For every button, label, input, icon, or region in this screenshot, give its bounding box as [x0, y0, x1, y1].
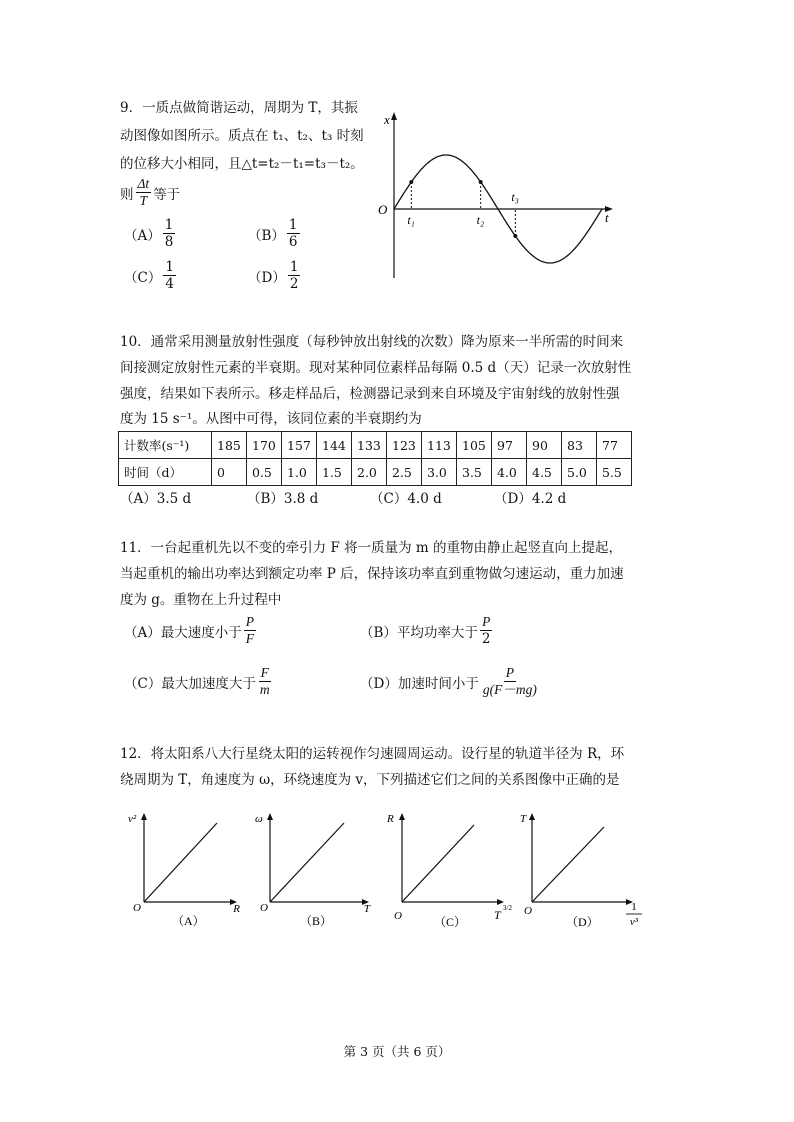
q9-option-c-den: 4 — [165, 276, 174, 292]
q9-t-label: t — [605, 210, 609, 225]
arrow-up-icon — [141, 813, 147, 820]
q9-option-d-den: 2 — [289, 276, 299, 292]
table-cell: 3.5 — [457, 459, 492, 486]
q9-option-d-label: （D） — [248, 269, 286, 286]
q12-graph-d-line — [532, 827, 604, 902]
q9-ask-den: T — [139, 193, 148, 208]
table-cell: 105 — [457, 432, 492, 459]
q9-option-b-den: 6 — [288, 234, 298, 250]
table-cell: 2.0 — [352, 459, 387, 486]
q11-line3: 度为 g。重物在上升过程中 — [120, 592, 282, 608]
q9-option-d[interactable] — [248, 259, 302, 292]
q9-option-c-label: （C） — [124, 269, 162, 286]
q9-option-a-label: （A） — [124, 227, 161, 244]
q9-oscillation-graph — [370, 108, 620, 280]
q10-line4: 度为 15 s⁻¹。从图中可得，该同位素的半衰期约为 — [120, 411, 422, 427]
q12-graph-b-y-label: ω — [255, 813, 263, 825]
q11-option-d[interactable] — [360, 665, 541, 698]
table-cell: 3.0 — [422, 459, 457, 486]
q9-option-c-num: 1 — [165, 259, 174, 275]
table-cell: 77 — [597, 432, 632, 459]
table-cell: 0 — [212, 459, 247, 486]
q9-option-b-label: （B） — [248, 227, 285, 244]
table-cell: 185 — [212, 432, 247, 459]
table-row — [119, 432, 632, 459]
q9-option-a[interactable] — [124, 217, 177, 250]
q9-ask-suffix: 等于 — [153, 186, 181, 203]
q9-t2-label: t₂ — [476, 213, 485, 227]
table-cell: 123 — [387, 432, 422, 459]
q12-graph-d — [518, 806, 648, 931]
table-cell: 170 — [247, 432, 282, 459]
q9-line1: 9．一质点做简谐运动，周期为 T，其振 — [120, 100, 358, 116]
table-cell: 1.0 — [282, 459, 317, 486]
arrow-up-icon — [529, 813, 535, 820]
q12-graph-a-caption: （A） — [172, 914, 205, 928]
table-cell: 2.5 — [387, 459, 422, 486]
table-cell: 144 — [317, 432, 352, 459]
q11-option-b-num: P — [482, 614, 491, 629]
q10-line2: 间接测定放射性元素的半衰期。现对某种同位素样品每隔 0.5 d（天）记录一次放射性 — [120, 360, 632, 376]
q12-graph-b-x-label: T — [363, 903, 370, 915]
q11-option-d-den: g(F－mg) — [482, 682, 537, 697]
q9-option-c[interactable] — [124, 259, 178, 292]
q12-graph-a-y-label: v² — [128, 813, 137, 825]
q10-option-c[interactable]: （C）4.0 d — [370, 491, 442, 507]
q11-option-a-num: P — [245, 614, 254, 629]
q12-graph-d-y-label: T — [520, 813, 527, 825]
q10-line3: 强度，结果如下表所示。移走样品后，检测器记录到来自环境及宇宙射线的放射性强 — [120, 386, 620, 402]
q9-ask-prefix: 则 — [120, 186, 134, 203]
q12-graph-a-line — [144, 823, 217, 902]
q9-option-d-num: 1 — [289, 259, 299, 275]
q12-graph-d-origin: O — [524, 905, 532, 917]
q9-option-a-den: 8 — [164, 234, 174, 250]
q12-graph-b-caption: （B） — [300, 914, 333, 928]
q11-option-c[interactable] — [124, 665, 274, 698]
table-cell: 0.5 — [247, 459, 282, 486]
q10-data-table — [118, 431, 632, 486]
q9-ask-num: Δt — [137, 176, 150, 191]
table-cell: 113 — [422, 432, 457, 459]
table-cell: 4.0 — [492, 459, 527, 486]
q9-y-label: x — [384, 112, 390, 127]
q11-option-a-label: （A）最大速度小于 — [124, 624, 242, 641]
q9-option-a-num: 1 — [164, 217, 174, 233]
q9-option-b-num: 1 — [288, 217, 298, 233]
q9-option-b[interactable] — [248, 217, 302, 250]
q10-row2-header: 时间（d） — [119, 459, 212, 486]
q10-option-b[interactable]: （B）3.8 d — [247, 491, 319, 507]
arrow-up-icon — [399, 813, 405, 820]
q9-line3: 的位移大小相同，且△t=t₂－t₁=t₃－t₂。 — [120, 156, 364, 172]
q11-option-d-label: （D）加速时间小于 — [360, 675, 479, 692]
q12-graph-c-y-label: R — [387, 813, 394, 825]
table-cell: 4.5 — [527, 459, 562, 486]
q11-option-a-den: F — [245, 631, 254, 646]
q12-line2: 绕周期为 T，角速度为 ω，环绕速度为 v，下列描述它们之间的关系图像中正确的是 — [120, 772, 620, 788]
table-cell: 5.0 — [562, 459, 597, 486]
q9-point-t2 — [479, 180, 483, 184]
q12-graph-a — [124, 806, 244, 931]
q11-option-c-num: F — [260, 665, 269, 680]
q12-graph-d-x-den: v³ — [629, 916, 639, 928]
q12-graph-b-origin: O — [260, 902, 268, 914]
q11-line2: 当起重机的输出功率达到额定功率 P 后，保持该功率直到重物做匀速运动，重力加速 — [120, 566, 624, 582]
q10-option-d[interactable]: （D）4.2 d — [494, 491, 567, 507]
q10-row1-header: 计数率(s⁻¹) — [119, 432, 212, 459]
q9-t1-label: t₁ — [407, 213, 415, 227]
q12-graph-a-x-label: R — [233, 903, 240, 915]
page-footer: 第 3 页（共 6 页） — [343, 1044, 451, 1059]
q10-line1: 10．通常采用测量放射性强度（每秒钟放出射线的次数）降为原来一半所需的时间来 — [120, 334, 624, 350]
table-cell: 133 — [352, 432, 387, 459]
q9-point-t1 — [409, 180, 413, 184]
q12-graph-c-x-exponent: 3/2 — [503, 904, 512, 912]
table-cell: 90 — [527, 432, 562, 459]
q12-graph-d-x-num: 1 — [631, 901, 637, 913]
q12-graph-b — [252, 806, 377, 931]
q11-option-b-den: 2 — [481, 631, 491, 647]
table-cell: 1.5 — [317, 459, 352, 486]
q11-option-a[interactable] — [124, 614, 258, 647]
table-cell: 157 — [282, 432, 317, 459]
q12-graph-c-origin: O — [394, 910, 402, 922]
table-cell: 5.5 — [597, 459, 632, 486]
q12-graph-a-origin: O — [133, 902, 141, 914]
q10-option-a[interactable]: （A）3.5 d — [120, 491, 192, 507]
q9-question — [120, 176, 180, 209]
q9-line2: 动图像如图所示。质点在 t₁、t₂、t₃ 时刻 — [120, 128, 364, 144]
table-cell: 83 — [562, 432, 597, 459]
table-row — [119, 459, 632, 486]
q11-option-d-num: P — [505, 665, 514, 680]
q12-graph-c — [384, 806, 514, 931]
q9-y-arrow-icon — [391, 112, 397, 120]
q12-graph-d-caption: （D） — [566, 915, 599, 929]
q9-origin-label: O — [378, 202, 388, 217]
q11-option-c-den: m — [259, 682, 270, 697]
arrow-up-icon — [267, 813, 273, 820]
q11-option-b-label: （B）平均功率大于 — [360, 624, 478, 641]
q9-point-t3 — [513, 234, 517, 238]
q12-graph-c-line — [402, 825, 474, 902]
q12-graph-c-caption: （C） — [434, 915, 467, 929]
q11-option-b[interactable] — [360, 614, 495, 647]
q12-line1: 12．将太阳系八大行星绕太阳的运转视作匀速圆周运动。设行星的轨道半径为 R，环 — [120, 746, 625, 762]
q12-graph-c-x-label: T — [494, 908, 501, 922]
table-cell: 97 — [492, 432, 527, 459]
q12-graph-b-line — [270, 823, 344, 902]
q9-ask-fraction — [136, 176, 152, 209]
q11-option-c-label: （C）最大加速度大于 — [124, 675, 256, 692]
q11-line1: 11．一台起重机先以不变的牵引力 F 将一质量为 m 的重物由静止起竖直向上提起， — [120, 540, 623, 556]
q9-t3-label: t₃ — [511, 190, 519, 204]
